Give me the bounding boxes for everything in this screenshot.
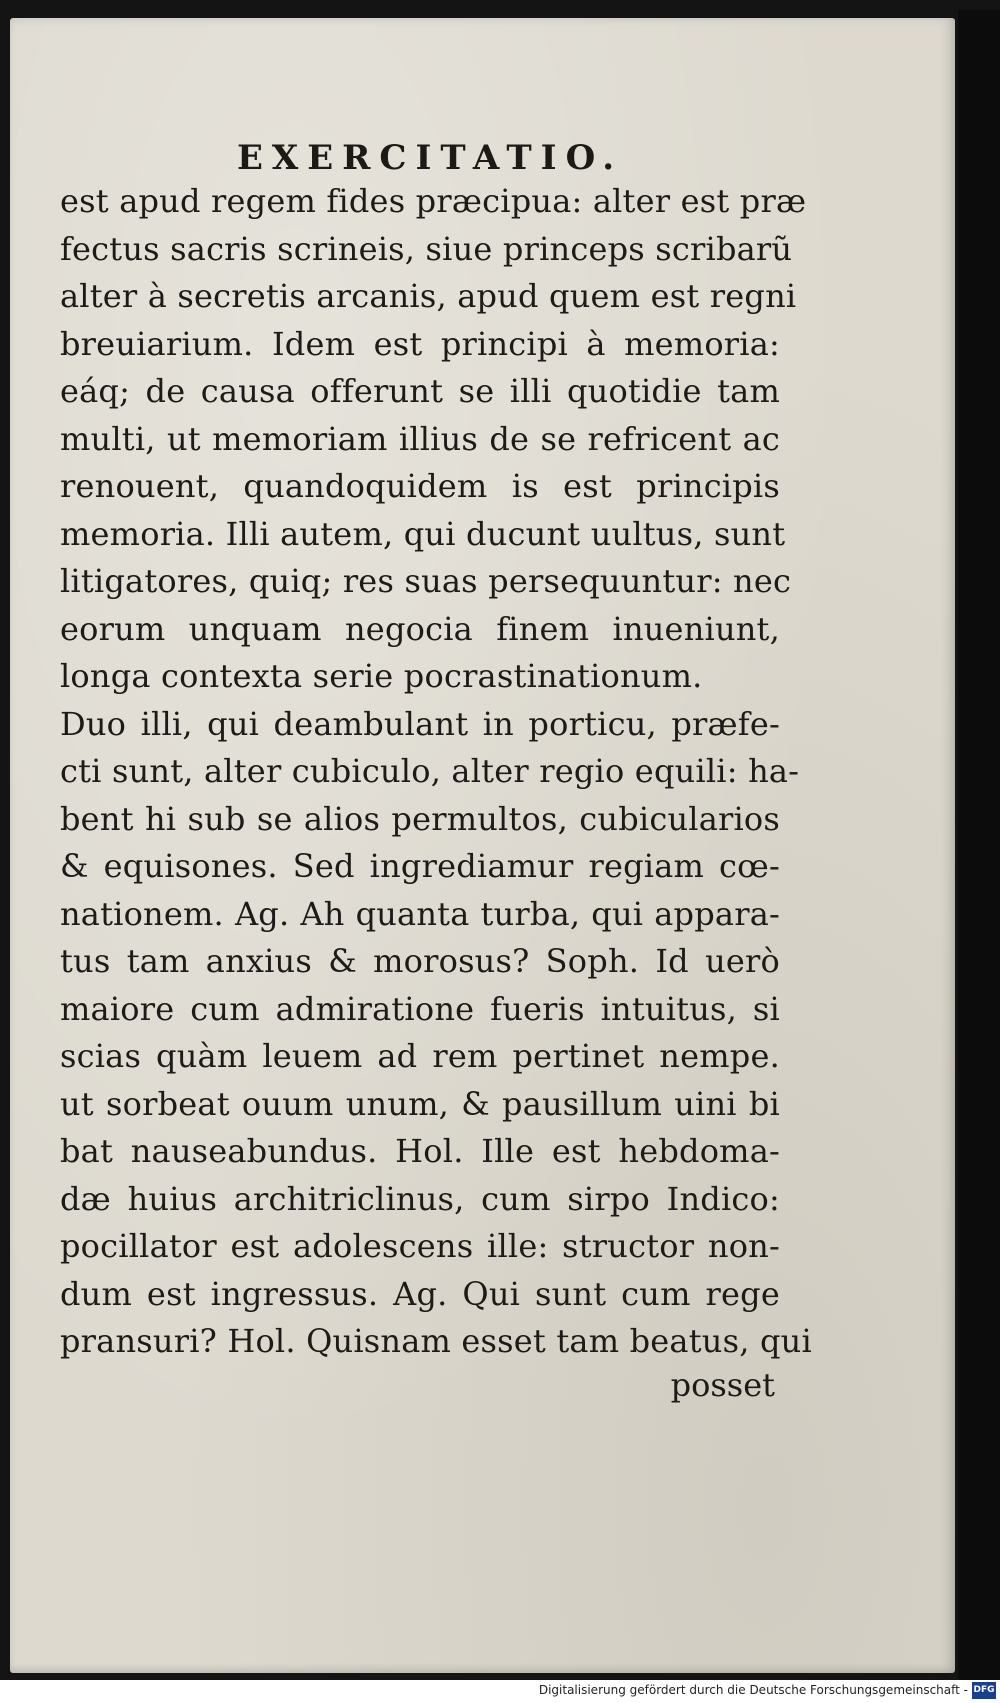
running-head: EXERCITATIO.: [236, 138, 624, 178]
text-line: pocillator est adolescens ille: structor non-: [60, 1227, 780, 1265]
text-line: alter à secretis arcanis, apud quem est regni: [60, 277, 797, 315]
text-line: ut sorbeat ouum unum, & pausillum uini bi: [60, 1084, 780, 1123]
text-line: cti sunt, alter cubiculo, alter regio equili: ha-: [60, 752, 800, 790]
catchword: posset: [670, 1366, 775, 1404]
text-line: Duo illi, qui deambulant in porticu, præfe-: [60, 704, 780, 743]
book-page: [10, 18, 955, 1673]
funding-credit: Digitalisierung gefördert durch die Deutsche Forschungsgemeinschaft -: [538, 1683, 968, 1697]
text-line: tus tam anxius & morosus? Soph. Id uerò: [60, 942, 780, 980]
text-line: dæ huius architriclinus, cum sirpo Indico:: [60, 1179, 780, 1218]
text-line: multi, ut memoriam illius de se refricent ac: [60, 419, 780, 458]
text-line: eorum unquam negocia finem inueniunt,: [60, 609, 780, 648]
digitization-footer: [0, 1680, 1000, 1703]
text-line: maiore cum admiratione fueris intuitus, si: [60, 989, 780, 1028]
text-line: dum est ingressus. Ag. Qui sunt cum rege: [60, 1274, 780, 1313]
text-line: nationem. Ag. Ah quanta turba, qui appara-: [60, 894, 780, 933]
text-line: est apud regem fides præcipua: alter est præ: [60, 182, 807, 220]
text-line: & equisones. Sed ingrediamur regiam cœ-: [60, 847, 780, 885]
text-block: [60, 178, 812, 1366]
text-line: longa contexta serie pocrastinationum.: [60, 657, 703, 695]
text-line: breuiarium. Idem est principi à memoria:: [60, 324, 780, 363]
text-line: fectus sacris scrineis, siue princeps scribarũ: [60, 229, 793, 268]
text-line: pransuri? Hol. Quisnam esset tam beatus, qui: [60, 1322, 812, 1360]
scan-dark-border: [958, 10, 1000, 1680]
text-line: renouent, quandoquidem is est principis: [60, 467, 780, 505]
text-line: litigatores, quiq; res suas persequuntur: nec: [60, 562, 792, 600]
text-line: memoria. Illi autem, qui ducunt uultus, sunt: [60, 514, 786, 553]
text-line: bat nauseabundus. Hol. Ille est hebdoma-: [60, 1132, 780, 1170]
text-line: eáq; de causa offerunt se illi quotidie tam: [60, 372, 780, 410]
text-line: bent hi sub se alios permultos, cubicularios: [60, 799, 780, 838]
dfg-logo-icon: DFG: [972, 1682, 996, 1699]
text-line: scias quàm leuem ad rem pertinet nempe.: [60, 1037, 780, 1075]
